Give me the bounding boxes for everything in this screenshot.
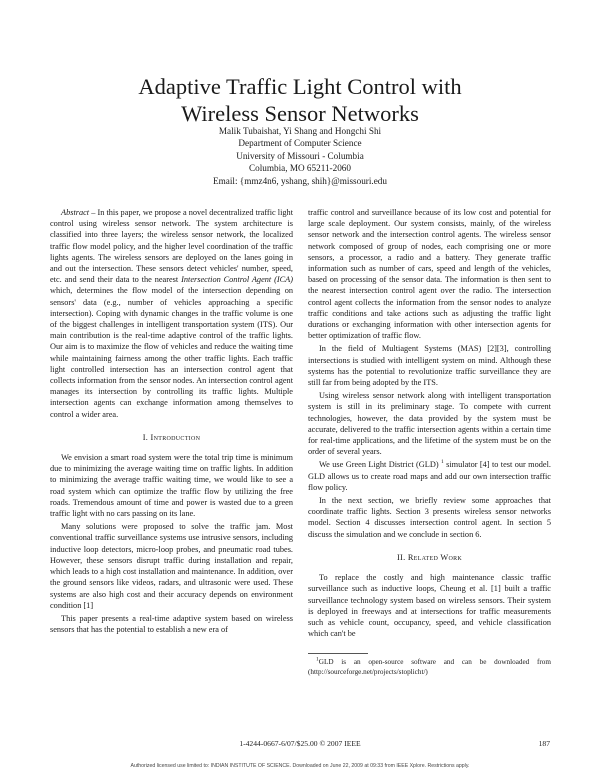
page-number: 187 (538, 739, 550, 748)
related-work-paragraph-1: To replace the costly and high maintenance classic traffic surveillance such as inductive loops, Cheung et al. [1] built a traffic surveillance technology system based on wireless sensors. Their system is deployed in freeways and at intersections for traffic measurements such as vehicle count, occupancy, speed, and vehicle classification which can't be (308, 573, 551, 639)
author-names: Malik Tubaishat, Yi Shang and Hongchi Shi (218, 126, 382, 136)
section-title: Related Work (407, 552, 463, 562)
author-department: Department of Computer Science (238, 138, 362, 149)
license-notice: Authorized licensed use limited to: INDIAN INSTITUTE OF SCIENCE. Downloaded on June 22, 2009 at 09:33 from IEEE Xplore. Restrictions apply. (130, 763, 470, 769)
copyright-notice: 1-4244-0667-6/07/$25.00 © 2007 IEEE (239, 739, 361, 748)
author-email: Email: {mmz4n6, yshang, shih}@missouri.edu (213, 175, 387, 186)
intro-paragraph-outline: In the next section, we briefly review some approaches that coordinate traffic lights. Section 3 presents wireless sensor networks model. Section 4 discusses intersection control agent. In section 5 discuss the simulation and we conclude in section 6. (308, 496, 551, 539)
intro-paragraph-wsn: Using wireless sensor network along with intelligent transportation system is still in its preliminary stage. To compete with current technologies, however, the data provided by the system must be accurate, delivered to the traffic intersection agents within a certain time for real-time applications, and the lifetime of the system must be on the order of several years. (308, 391, 551, 457)
left-column (50, 207, 293, 635)
title-line-1: Adaptive Traffic Light Control with (138, 74, 462, 100)
title-line-2: Wireless Sensor Networks (181, 101, 419, 127)
abstract-text-a: – In this paper, we propose a novel decentralized traffic light control using wireless sensor network. The system architecture is classified into three layers; the wireless sensor network, the localized traffic flow model policy, and the higher level coordination of the traffic lights agents. The wireless sensors are deployed on the lanes going in and out the intersection. These sensors detect vehicles' number, speed, etc. and send their data to the nearest (50, 208, 293, 285)
section-number: I. (142, 432, 149, 442)
author-location: Columbia, MO 65211-2060 (249, 163, 351, 174)
footnote (308, 658, 551, 677)
intro-paragraph-mas: In the field of Multiagent Systems (MAS) [2][3], controlling intersections is studied with intelligent system on mind. Although these systems has the potential to revolutionize traffic surveillance they are still far from being adopted by the ITS. (308, 344, 551, 388)
footnote-marker: 1 (316, 656, 319, 663)
gld-text-a: We use Green Light District (GLD) (319, 460, 441, 470)
abstract (50, 207, 293, 420)
abstract-text-b: which, determines the flow model of the intersection depending on sensors' data (e.g., number of vehicles approaching a specific intersection). Coping with dynamic changes in the traffic volume is one of the biggest challenges in intelligent transportation system (ITS). Our main contribution is the real-time adaptive control of the traffic lights. Our aim is to maximize the flow of vehicles and reduce the waiting time while maintaining fairness among the other traffic lights. Each traffic light controlled intersection has an intersection control agent that collects information from the sensor nodes. An intersection control agent manages its intersection by controlling its traffic lights. Multiple intersection agents can exchange information among themselves to control a wider area. (50, 286, 293, 419)
section-title: Introduction (150, 432, 201, 442)
gld-text-b: simulator [4] to test our model. GLD allows us to create road maps and add our own intersection traffic flow policy. (308, 460, 551, 492)
intro-paragraph-continued: traffic control and surveillance because of its low cost and potential for large scale deployment. Our system consists, mainly, of the wireless sensor network and the intersection control agents. The wireless sensor network composed of group of nodes, each comprising one or more sensors, a processor, a radio and a battery. They generate traffic information such as number of cars, speed and length of the vehicles, based on processing of the sensor data. The information is then sent to the nearest intersection control agent over the radio. The intersection control agent collects the information from the sensor nodes to analyze traffic conditions and take actions such as adjusting the traffic light durations or exchanging information with other intersection agents for better optimization of traffic flow. (308, 208, 551, 341)
intro-paragraph-gld (308, 459, 551, 493)
footnote-text: GLD is an open-source software and can be downloaded from (http://sourceforge.net/projects/stoplicht/) (308, 658, 551, 676)
footnote-divider (308, 653, 368, 654)
section-heading-introduction (50, 432, 293, 443)
section-number: II. (396, 552, 406, 562)
abstract-ica-term: Intersection Control Agent (ICA) (181, 275, 293, 285)
paper-title (40, 73, 560, 127)
abstract-label: Abstract (61, 208, 90, 217)
intro-paragraph-2: Many solutions were proposed to solve the traffic jam. Most conventional traffic surveillance systems use intrusive sensors, including inductive loop detectors, micro-loop probes, and pneumatic road tubes. However, these sensors disrupt traffic during installation and repair, which leads to a high cost installation and maintenance. In addition, over the ground sensors like videos, radars, and ultrasonic were used. These systems are also high cost and their accuracy depends on environment condition [1] (50, 522, 293, 610)
author-university: University of Missouri - Columbia (236, 150, 364, 161)
footnote-ref: 1 (441, 459, 444, 466)
intro-paragraph-3: This paper presents a real-time adaptive system based on wireless sensors that has the potential to establish a new era of (50, 613, 293, 635)
intro-paragraph-1: We envision a smart road system were the total trip time is minimum due to minimizing the average waiting time on traffic lights. In addition to minimizing the average traffic waiting time, we would like to see a road system which can optimize the traffic flow by utilizing the free roads. Tremendous amount of time and power is wasted due to a green traffic light with no cars passing on its lane. (50, 453, 293, 519)
section-heading-related-work (308, 552, 551, 563)
author-block (80, 125, 520, 187)
right-column (308, 207, 551, 678)
